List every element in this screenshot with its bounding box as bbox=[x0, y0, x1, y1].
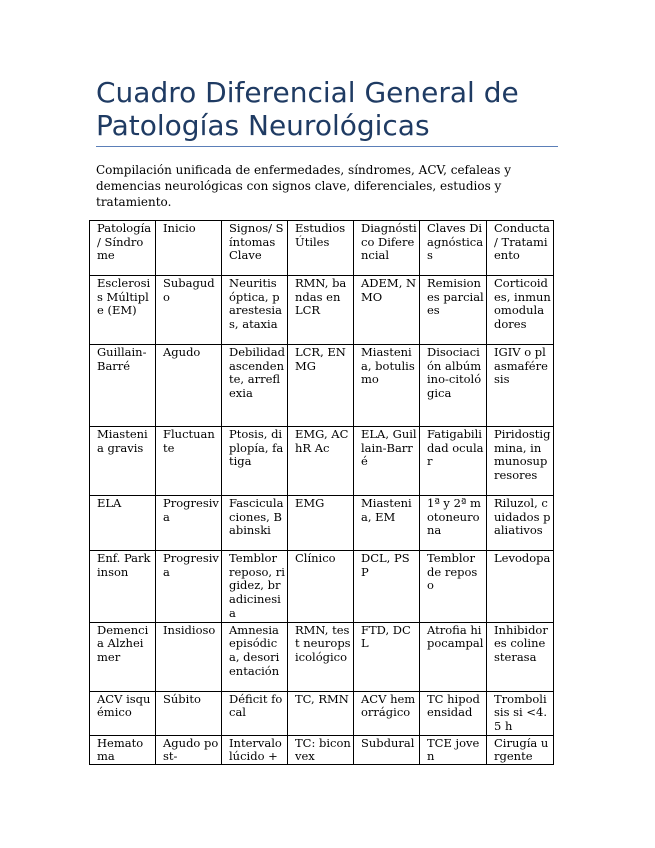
table-cell: Inhibidores colinesterasa bbox=[487, 622, 554, 691]
table-cell: Guillain-Barré bbox=[90, 345, 156, 427]
table-row bbox=[90, 345, 554, 427]
header-cell: Inicio bbox=[156, 221, 222, 276]
table-cell: TC: biconvex bbox=[288, 735, 354, 764]
table-cell: ADEM, NMO bbox=[354, 276, 420, 345]
table-row bbox=[90, 691, 554, 735]
table-cell: Esclerosis Múltiple (EM) bbox=[90, 276, 156, 345]
table-cell: Trombolisis si <4.5 h bbox=[487, 691, 554, 735]
table-cell: DCL, PSP bbox=[354, 551, 420, 623]
table-cell: FTD, DCL bbox=[354, 622, 420, 691]
table-cell: ELA, Guillain-Barré bbox=[354, 427, 420, 496]
table-cell: IGIV o plasmaféresis bbox=[487, 345, 554, 427]
table-cell: Neuritis óptica, parestesias, ataxia bbox=[222, 276, 288, 345]
table-cell: TC, RMN bbox=[288, 691, 354, 735]
table-cell: ELA bbox=[90, 496, 156, 551]
table-cell: Agudo bbox=[156, 345, 222, 427]
table-cell: Hematoma bbox=[90, 735, 156, 764]
header-cell: Diagnóstico Diferencial bbox=[354, 221, 420, 276]
table-cell: Corticoides, inmunomoduladores bbox=[487, 276, 554, 345]
table-cell: Temblor reposo, rigidez, bradicinesia bbox=[222, 551, 288, 623]
table-cell: Intervalo lúcido + bbox=[222, 735, 288, 764]
table-cell: Clínico bbox=[288, 551, 354, 623]
table-cell: Fatigabilidad ocular bbox=[420, 427, 487, 496]
table-cell: Miastenia, EM bbox=[354, 496, 420, 551]
table-cell: Subdural bbox=[354, 735, 420, 764]
table-cell: ACV hemorrágico bbox=[354, 691, 420, 735]
table-cell: Déficit focal bbox=[222, 691, 288, 735]
table-cell: Atrofia hipocampal bbox=[420, 622, 487, 691]
table-header-row bbox=[90, 221, 554, 276]
table-cell: Fasciculaciones, Babinski bbox=[222, 496, 288, 551]
table-cell: 1ª y 2ª motoneurona bbox=[420, 496, 487, 551]
table-cell: Ptosis, diplopía, fatiga bbox=[222, 427, 288, 496]
table-row bbox=[90, 427, 554, 496]
table-cell: Progresiva bbox=[156, 496, 222, 551]
table-cell: Temblor de reposo bbox=[420, 551, 487, 623]
header-cell: Patología / Síndrome bbox=[90, 221, 156, 276]
table-cell: TCE joven bbox=[420, 735, 487, 764]
table-cell: Levodopa bbox=[487, 551, 554, 623]
table-cell: Miastenia, botulismo bbox=[354, 345, 420, 427]
table-cell: ACV isquémico bbox=[90, 691, 156, 735]
table-cell: LCR, ENMG bbox=[288, 345, 354, 427]
header-cell: Signos/ Síntomas Clave bbox=[222, 221, 288, 276]
table-cell: EMG, AChR Ac bbox=[288, 427, 354, 496]
differential-table bbox=[89, 220, 554, 765]
table-cell: Agudo post- bbox=[156, 735, 222, 764]
table-row bbox=[90, 496, 554, 551]
table-cell: Disociación albúmino-citológica bbox=[420, 345, 487, 427]
table-cell: TC hipodensidad bbox=[420, 691, 487, 735]
table-cell: Miastenia gravis bbox=[90, 427, 156, 496]
table-cell: Amnesia episódica, desorientación bbox=[222, 622, 288, 691]
table-row bbox=[90, 551, 554, 623]
table-cell: Progresiva bbox=[156, 551, 222, 623]
table-cell: Insidioso bbox=[156, 622, 222, 691]
intro-paragraph: Compilación unificada de enfermedades, síndromes, ACV, cefaleas y demencias neurológicas con signos clave, diferenciales, estudios y tratamiento. bbox=[96, 163, 511, 209]
table-cell: Enf. Parkinson bbox=[90, 551, 156, 623]
header-cell: Claves Diagnósticas bbox=[420, 221, 487, 276]
table-row bbox=[90, 735, 554, 764]
header-cell: Conducta / Tratamiento bbox=[487, 221, 554, 276]
table-cell: RMN, test neuropsicológico bbox=[288, 622, 354, 691]
table-cell: Debilidad ascendente, arreflexia bbox=[222, 345, 288, 427]
header-cell: Estudios Útiles bbox=[288, 221, 354, 276]
table-cell: Remisiones parciales bbox=[420, 276, 487, 345]
table-cell: Riluzol, cuidados paliativos bbox=[487, 496, 554, 551]
title-underline bbox=[96, 146, 558, 147]
table-cell: Súbito bbox=[156, 691, 222, 735]
table-cell: Demencia Alzheimer bbox=[90, 622, 156, 691]
table-cell: Piridostigmina, inmunosupresores bbox=[487, 427, 554, 496]
table-cell: Subagudo bbox=[156, 276, 222, 345]
table-cell: Cirugía urgente bbox=[487, 735, 554, 764]
table-cell: EMG bbox=[288, 496, 354, 551]
table-cell: RMN, bandas en LCR bbox=[288, 276, 354, 345]
table-row bbox=[90, 622, 554, 691]
table-cell: Fluctuante bbox=[156, 427, 222, 496]
table-row bbox=[90, 276, 554, 345]
document-title: Cuadro Diferencial General de Patologías Neurológicas bbox=[96, 76, 519, 142]
